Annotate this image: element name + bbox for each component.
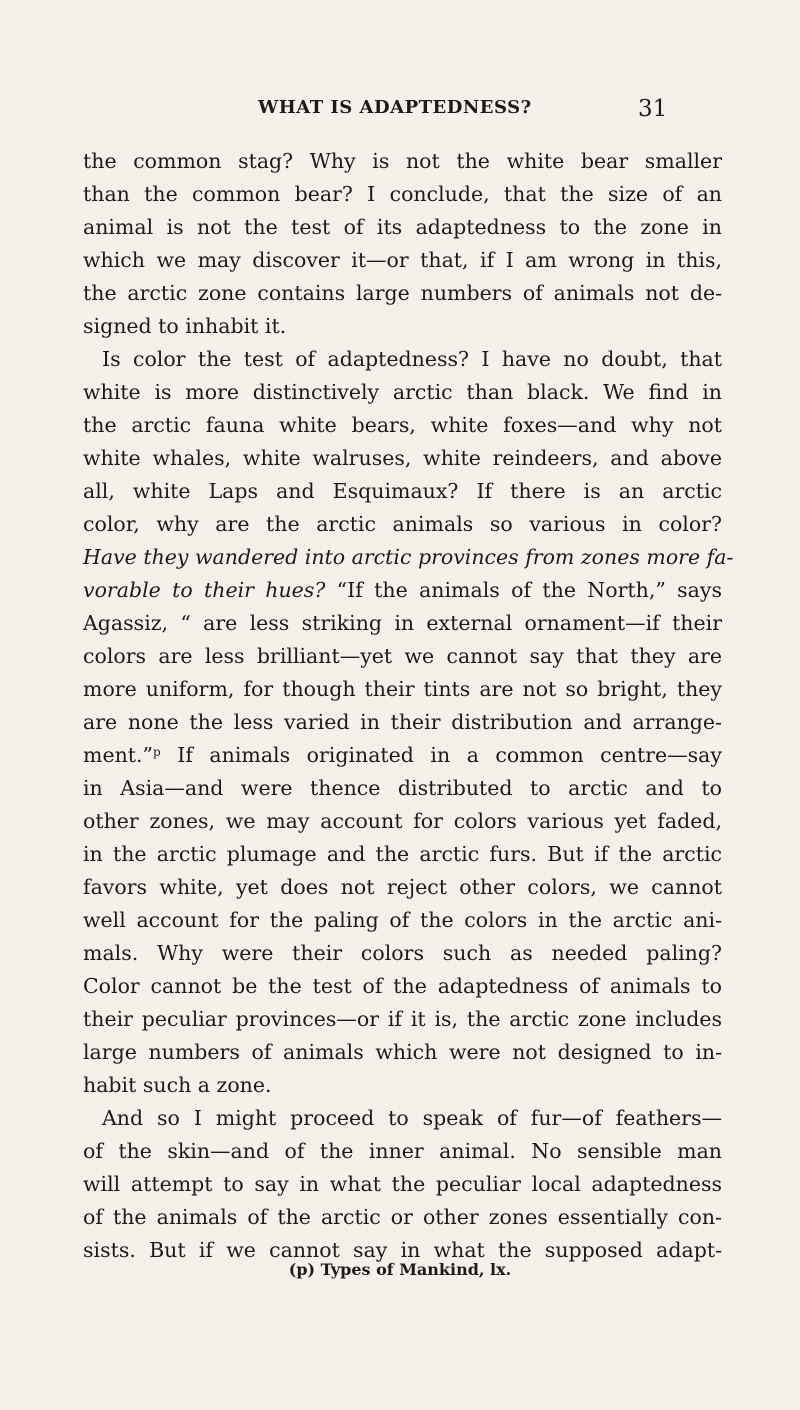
quote-end: ment.” [83, 743, 154, 767]
text-line: large numbers of animals which were not designed to in- [83, 1040, 722, 1064]
running-head: WHAT IS ADAPTEDNESS? [258, 97, 532, 118]
text-line: signed to inhabit it. [83, 314, 287, 338]
text-line: all, white Laps and Esquimaux? If there is an arctic [83, 479, 722, 503]
text-line: Is color the test of adaptedness? I have no doubt, that [102, 347, 722, 371]
text-line: of the skin—and of the inner animal. No sensible man [83, 1139, 722, 1163]
text-line: which we may discover it—or that, if I am wrong in this, [83, 248, 722, 272]
text-line: will attempt to say in what the peculiar local adaptedness [83, 1172, 722, 1196]
text-line: color, why are the arctic animals so various in color? [83, 512, 722, 536]
footnote-marker: p [153, 745, 161, 759]
text-line: other zones, we may account for colors various yet faded, [83, 809, 722, 833]
text-line: Agassiz, “ are less striking in external ornament—if their [83, 611, 722, 635]
text-line: in the arctic plumage and the arctic furs. But if the arctic [83, 842, 722, 866]
text-line: in Asia—and were thence distributed to arctic and to [83, 776, 722, 800]
text-line: Color cannot be the test of the adaptedness of animals to [83, 974, 722, 998]
text-line: white whales, white walruses, white reindeers, and above [83, 446, 722, 470]
text-line: the common stag? Why is not the white bear smaller [83, 149, 722, 173]
text-line: of the animals of the arctic or other zones essentially con- [83, 1205, 722, 1229]
text-line: are none the less varied in their distribution and arrange- [83, 710, 722, 734]
text-line [83, 738, 722, 772]
sentence-continuation: If animals originated in a common centre—say [177, 743, 722, 767]
page-number: 31 [638, 96, 668, 122]
text-line: habit such a zone. [83, 1073, 272, 1097]
text-line [83, 573, 722, 607]
text-line: well account for the paling of the colors in the arctic ani- [83, 908, 722, 932]
text-line: mals. Why were their colors such as needed paling? [83, 941, 722, 965]
text-line: the arctic zone contains large numbers of animals not de- [83, 281, 722, 305]
text-line: more uniform, for though their tints are not so bright, they [83, 677, 722, 701]
text-line: sists. But if we cannot say in what the supposed adapt- [83, 1238, 722, 1262]
text-line: their peculiar provinces—or if it is, the arctic zone includes [83, 1007, 722, 1031]
italic-question: vorable to their hues? [83, 578, 326, 602]
text-line: And so I might proceed to speak of fur—of feathers— [102, 1106, 722, 1130]
text-line: colors are less brilliant—yet we cannot say that they are [83, 644, 722, 668]
text-line: favors white, yet does not reject other colors, we cannot [83, 875, 722, 899]
quote-start: “If the animals of the North,” says [336, 578, 722, 602]
text-line: than the common bear? I conclude, that the size of an [83, 182, 722, 206]
text-line: the arctic fauna white bears, white foxes—and why not [83, 413, 722, 437]
text-line: animal is not the test of its adaptedness to the zone in [83, 215, 722, 239]
text-line: white is more distinctively arctic than black. We find in [83, 380, 722, 404]
italic-text-line: Have they wandered into arctic provinces from zones more fa- [83, 545, 734, 569]
footnote: (p) Types of Mankind, lx. [288, 1260, 512, 1279]
